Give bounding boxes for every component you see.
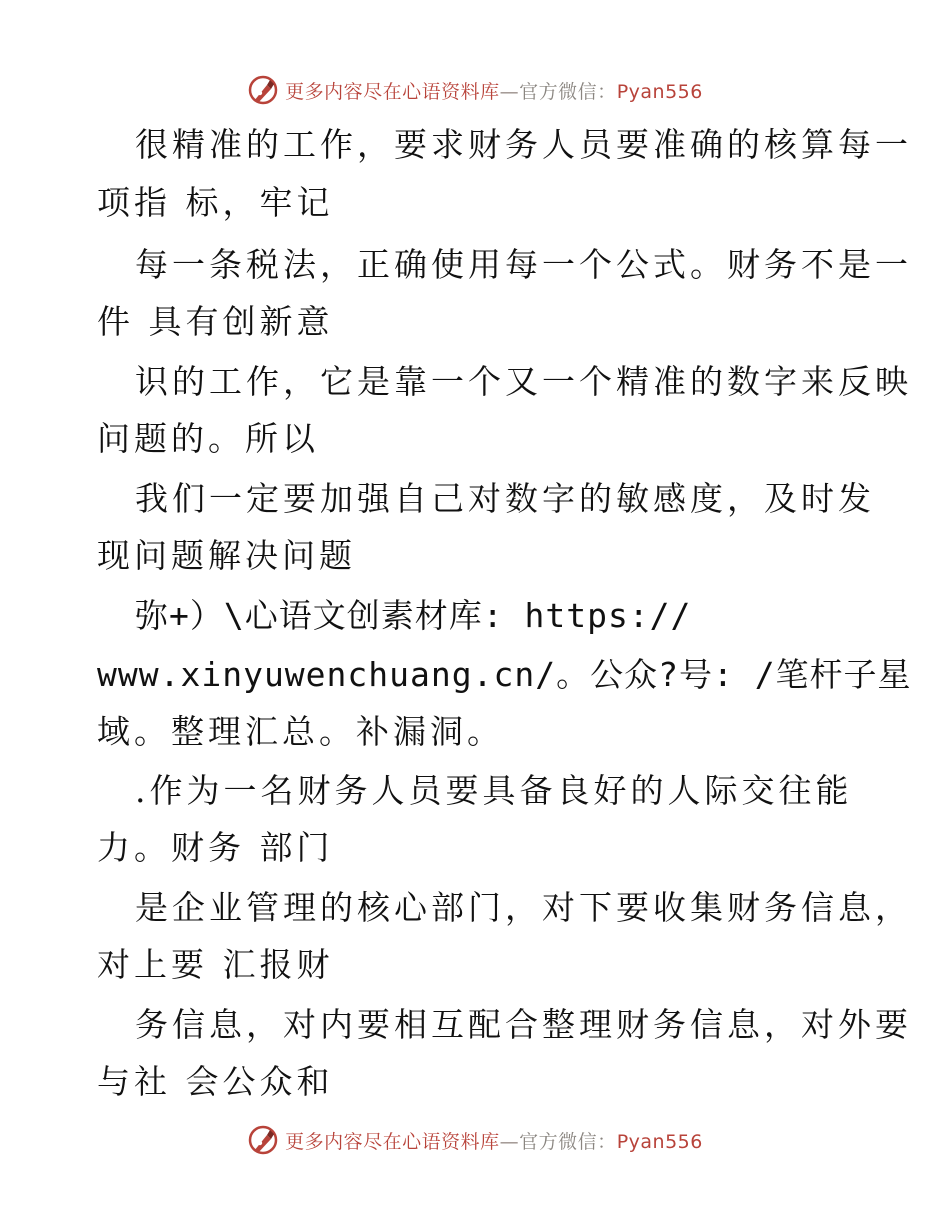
text-line: 项指 标，牢记 — [97, 183, 334, 222]
text-line: www.xinyuwenchuang.cn/。公众?号: /笔杆子星 — [97, 655, 912, 694]
banner-text — [285, 77, 703, 104]
banner-wechat-label: 官方微信： — [519, 80, 617, 103]
banner-site-name: 更多内容尽在心语资料库 — [285, 80, 500, 103]
header-watermark-banner — [0, 72, 950, 108]
text-line: 我们一定要加强自己对数字的敏感度，及时发 — [135, 479, 875, 518]
text-line: 问题的。所以 — [97, 419, 319, 458]
banner-wechat-label: 官方微信： — [519, 1130, 617, 1153]
text-line: 识的工作，它是靠一个又一个精准的数字来反映 — [135, 362, 912, 401]
pen-logo-icon — [247, 1124, 279, 1156]
text-line: 是企业管理的核心部门，对下要收集财务信息， — [135, 888, 912, 927]
text-line: 力。财务 部门 — [97, 828, 334, 867]
footer-watermark-banner — [0, 1122, 950, 1158]
text-line: 域。整理汇总。补漏洞。 — [97, 712, 504, 751]
text-line: 对上要 汇报财 — [97, 945, 334, 984]
text-line: 务信息，对内要相互配合整理财务信息，对外要 — [135, 1005, 912, 1044]
banner-dash: — — [499, 1130, 520, 1153]
pen-logo-icon — [247, 74, 279, 106]
text-line: 与社 会公众和 — [97, 1062, 334, 1101]
text-line: .作为一名财务人员要具备良好的人际交往能 — [135, 771, 853, 810]
banner-wechat-handle: Pyan556 — [616, 1130, 703, 1153]
text-line: 件 具有创新意 — [97, 302, 334, 341]
banner-wechat-handle: Pyan556 — [616, 80, 703, 103]
text-line: 现问题解决问题 — [97, 536, 356, 575]
text-line: 弥+）\心语文创素材库: https:// — [135, 596, 692, 635]
text-line: 每一条税法，正确使用每一个公式。财务不是一 — [135, 245, 912, 284]
banner-text — [285, 1127, 703, 1154]
banner-dash: — — [499, 80, 520, 103]
banner-site-name: 更多内容尽在心语资料库 — [285, 1130, 500, 1153]
text-line: 很精准的工作，要求财务人员要准确的核算每一 — [135, 125, 912, 164]
